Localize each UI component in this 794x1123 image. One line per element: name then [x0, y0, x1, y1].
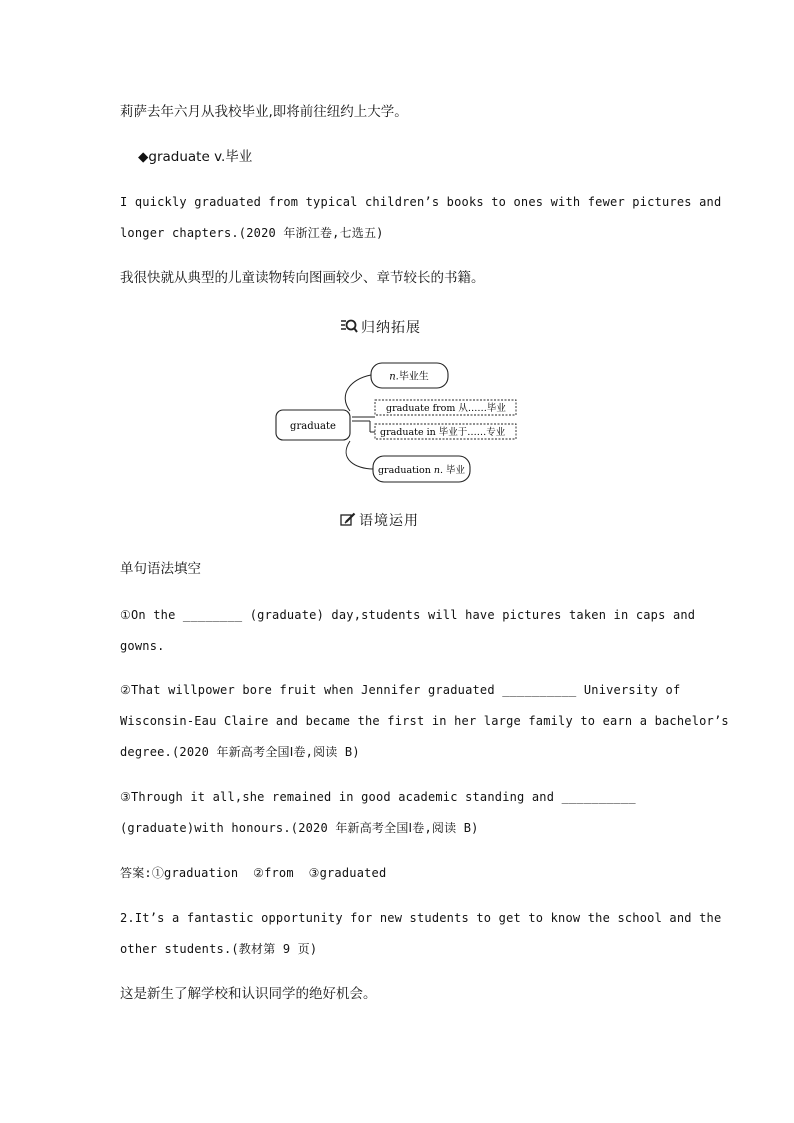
example-translation: 我很快就从典型的儿童读物转向图画较少、章节较长的书籍。 [120, 270, 485, 286]
question-2-line-1: ②That willpower bore fruit when Jennifer graduated __________ University of [120, 683, 681, 697]
section-summary-heading [340, 317, 421, 338]
question-2-line-2: Wisconsin-Eau Claire and became the first in her large family to earn a bachelor’s [120, 714, 729, 728]
section-usage-heading [340, 510, 419, 531]
question-3-line-1: ③Through it all,she remained in good academic standing and __________ [120, 790, 636, 804]
section-usage-label: 语境运用 [359, 513, 419, 529]
center-node-label: graduate [290, 421, 336, 432]
item-2-line-2: other students.(教材第 9 页) [120, 942, 318, 956]
question-3-line-2: (graduate)with honours.(2020 年新高考全国Ⅰ卷,阅读 B) [120, 821, 479, 835]
translation-line: 莉萨去年六月从我校毕业,即将前往纽约上大学。 [120, 104, 408, 120]
item-2-translation: 这是新生了解学校和认识同学的绝好机会。 [120, 986, 377, 1002]
branch-node-noun-label: n.毕业生 [389, 371, 429, 383]
magnifier-list-icon [340, 318, 358, 338]
question-1-line-1: ①On the ________ (graduate) day,students will have pictures taken in caps and [120, 608, 696, 622]
section-summary-label: 归纳拓展 [361, 320, 421, 336]
pencil-note-icon [340, 512, 356, 531]
example-sentence: I quickly graduated from typical children’s books to ones with fewer pictures and [120, 195, 722, 209]
branch-node-in-label: graduate in 毕业于……专业 [380, 427, 506, 438]
branch-node-graduation-label: graduation n. 毕业 [377, 465, 466, 476]
answer-line: 答案:①graduation ②from ③graduated [120, 866, 387, 880]
word-map-diagram [270, 355, 530, 490]
item-2-line-1: 2.It’s a fantastic opportunity for new students to get to know the school and the [120, 911, 722, 925]
exercise-title: 单句语法填空 [120, 561, 201, 577]
vocab-bullet: ◆graduate v.毕业 [138, 149, 253, 165]
question-2-line-3: degree.(2020 年新高考全国Ⅰ卷,阅读 B) [120, 745, 360, 759]
example-source: longer chapters.(2020 年浙江卷,七选五) [120, 226, 384, 240]
branch-node-from-label: graduate from 从……毕业 [386, 403, 506, 414]
question-1-line-2: gowns. [120, 639, 165, 653]
